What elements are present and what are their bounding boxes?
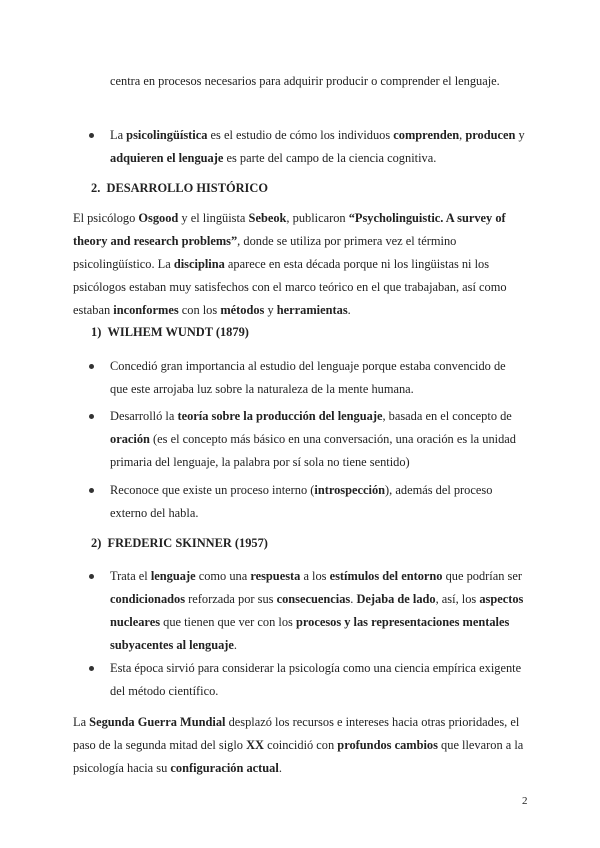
wundt-point-1: Concedió gran importancia al estudio del lenguaje porque estaba convencido de que este arrojaba luz sobre la naturaleza de la mente humana. [110,359,506,396]
bullet-icon [89,574,94,579]
wundt-point-3: Reconoce que existe un proceso interno (introspección), además del proceso externo del habla. [110,483,493,520]
paragraph-segunda-guerra: La Segunda Guerra Mundial desplazó los recursos e intereses hacia otras prioridades, el paso de la segunda mitad del siglo XX coincidió con profundos cambios que llevaron a la psicología hacia su configuración actual. [73,715,524,775]
skinner-point-2: Esta época sirvió para considerar la psicología como una ciencia empírica exigente del método científico. [110,661,522,698]
bullet-icon [89,666,94,671]
subheading-skinner: 2) FREDERIC SKINNER (1957) [91,536,268,550]
bullet-icon [89,414,94,419]
bullet-icon [89,364,94,369]
skinner-point-1: Trata el lenguaje como una respuesta a los estímulos del entorno que podrían ser condicionados reforzada por sus consecuencias. Dejaba de lado, así, los aspectos nucleares que tienen que ver con los procesos y las representaciones mentales subyacentes al lenguaje. [110,569,524,652]
page-number: 2 [522,795,528,807]
paragraph-osgood-sebeok: El psicólogo Osgood y el lingüista Sebeok, publicaron “Psycholinguistic. A survey of theory and research problems”, donde se utiliza por primera vez el término psicolingüístico. La disciplina aparece en esta década porque ni los lingüistas ni los psicólogos estaban muy satisfechos con el marco teórico en el que trabajaban, así como estaban inconformes con los métodos y herramientas. [73,211,507,317]
intro-continuation: centra en procesos necesarios para adquirir producir o comprender el lenguaje. [110,74,500,88]
subheading-wundt: 1) WILHEM WUNDT (1879) [91,325,249,339]
bullet-icon [89,488,94,493]
wundt-point-2: Desarrolló la teoría sobre la producción del lenguaje, basada en el concepto de oración (es el concepto más básico en una conversación, una oración es la unidad primaria del lenguaje, la palabra por sí sola no tiene sentido) [110,409,516,469]
psicolinguistica-definition: La psicolingüística es el estudio de cómo los individuos comprenden, producen y adquieren el lenguaje es parte del campo de la ciencia cognitiva. [110,128,525,165]
section-heading-desarrollo: 2. DESARROLLO HISTÓRICO [91,181,268,195]
bullet-icon [89,133,94,138]
